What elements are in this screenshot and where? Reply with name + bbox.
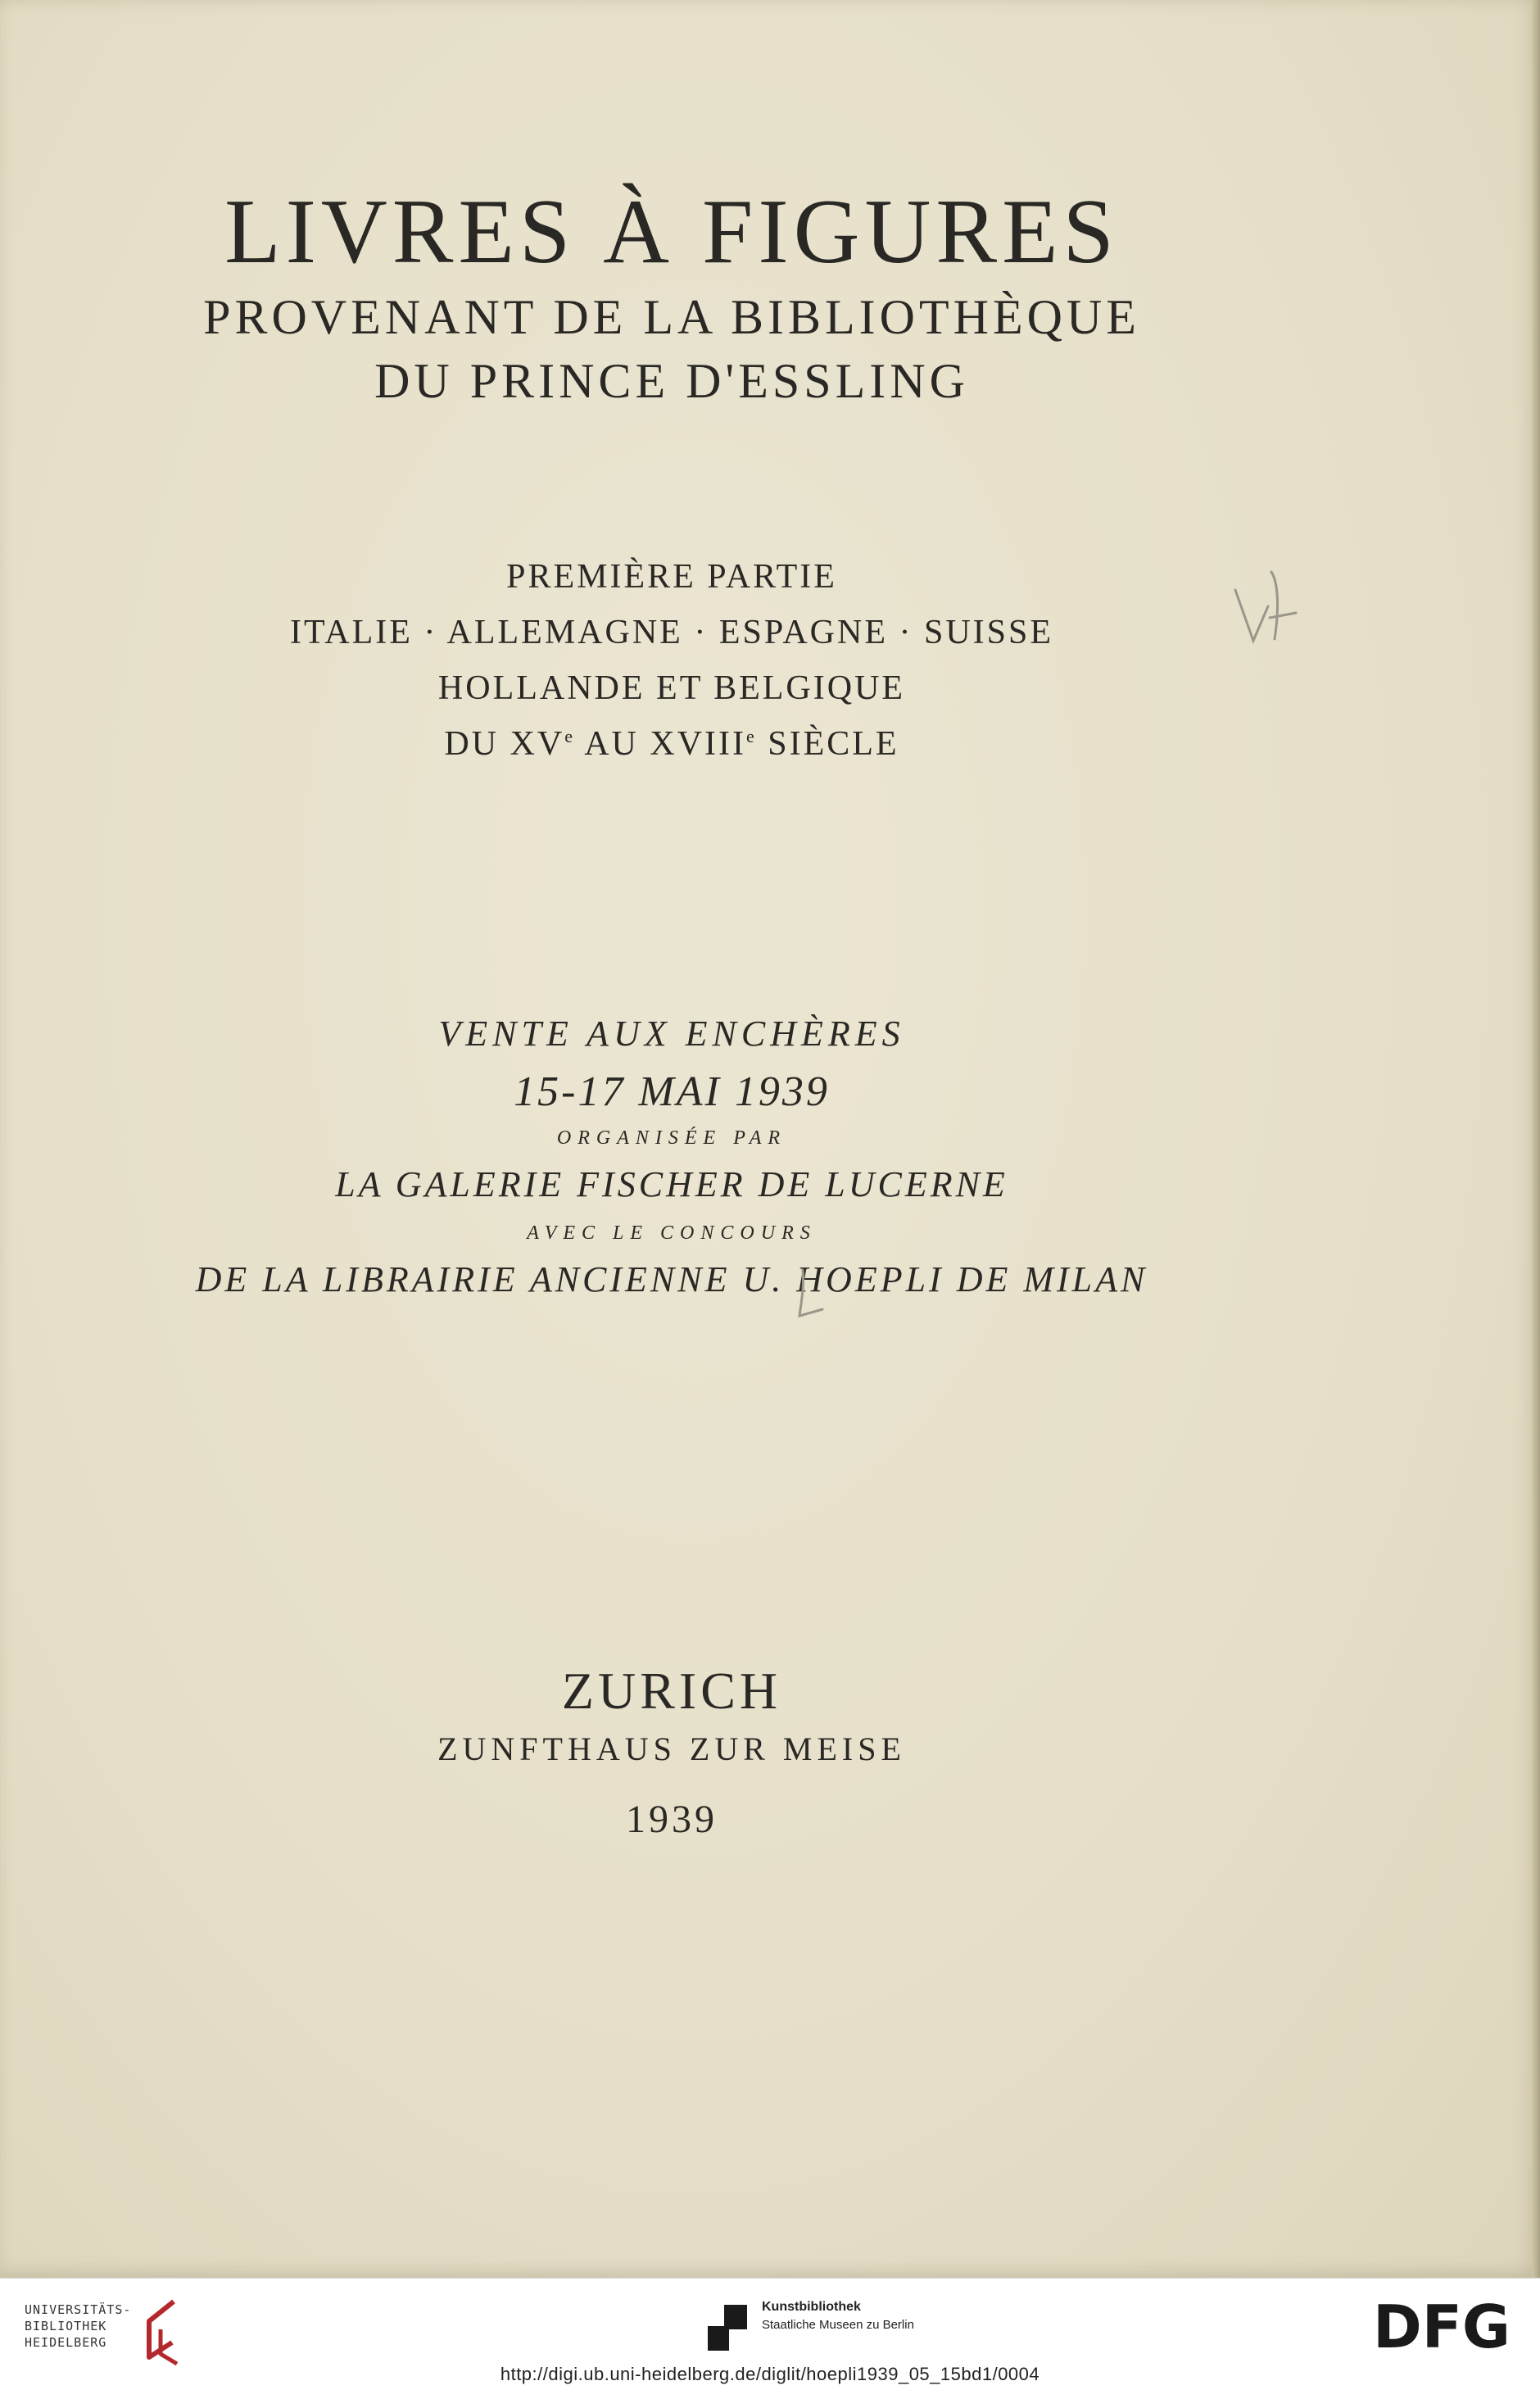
ub-heidelberg-logo-icon bbox=[139, 2297, 185, 2367]
subtitle-line-2: DU PRINCE D'ESSLING bbox=[374, 354, 969, 408]
part-heading: PREMIÈRE PARTIE bbox=[506, 558, 837, 596]
cooperation-partner: DE LA LIBRAIRIE ANCIENNE U. HOEPLI DE MILAN bbox=[195, 1259, 1148, 1299]
ub-line-1: UNIVERSITÄTS- bbox=[25, 2302, 132, 2317]
cooperation-label: AVEC LE CONCOURS bbox=[527, 1222, 817, 1244]
countries-line-2: HOLLANDE ET BELGIQUE bbox=[437, 669, 906, 707]
century-text-b: AU XVIII bbox=[575, 725, 746, 763]
century-text-a: DU XV bbox=[444, 725, 565, 763]
kb-subtitle: Staatliche Museen zu Berlin bbox=[762, 2318, 914, 2332]
dfg-logo-text: DFG bbox=[1372, 2293, 1511, 2359]
pencil-annotation-mark-2 bbox=[786, 1262, 868, 1327]
source-url-link[interactable]: http://digi.ub.uni-heidelberg.de/diglit/hoepli1939_05_15bd1/0004 bbox=[500, 2364, 1040, 2384]
countries-line: ITALIE · ALLEMAGNE · ESPAGNE · SUISSE bbox=[289, 614, 1054, 651]
sale-dates: 15-17 MAI 1939 bbox=[514, 1068, 830, 1115]
century-sup-2: e bbox=[745, 726, 757, 746]
city-name: ZURICH bbox=[561, 1662, 782, 1720]
century-range bbox=[0, 723, 1343, 765]
organised-by-label: ORGANISÉE PAR bbox=[556, 1127, 787, 1149]
kb-title: Kunstbibliothek bbox=[762, 2300, 861, 2314]
digitization-footer bbox=[0, 2278, 1540, 2390]
kunstbibliothek-logo-icon bbox=[704, 2302, 750, 2354]
pencil-annotation-mark bbox=[1221, 549, 1311, 664]
page-title: LIVRES À FIGURES bbox=[224, 181, 1119, 283]
ub-heidelberg-label bbox=[25, 2302, 131, 2351]
dfg-logo-icon bbox=[1360, 2293, 1524, 2359]
sale-heading: VENTE AUX ENCHÈRES bbox=[438, 1014, 905, 1054]
ub-line-2: BIBLIOTHEK bbox=[25, 2319, 107, 2333]
kunstbibliothek-label bbox=[762, 2298, 914, 2334]
publication-year: 1939 bbox=[626, 1798, 718, 1841]
century-text-c: SIÈCLE bbox=[756, 725, 899, 763]
organiser-name: LA GALERIE FISCHER DE LUCERNE bbox=[335, 1164, 1008, 1204]
ub-line-3: HEIDELBERG bbox=[25, 2335, 107, 2350]
venue-name: ZUNFTHAUS ZUR MEISE bbox=[437, 1730, 906, 1767]
page-edge bbox=[1532, 0, 1540, 2278]
subtitle-line-1: PROVENANT DE LA BIBLIOTHÈQUE bbox=[203, 290, 1140, 344]
century-sup-1: e bbox=[564, 726, 576, 746]
